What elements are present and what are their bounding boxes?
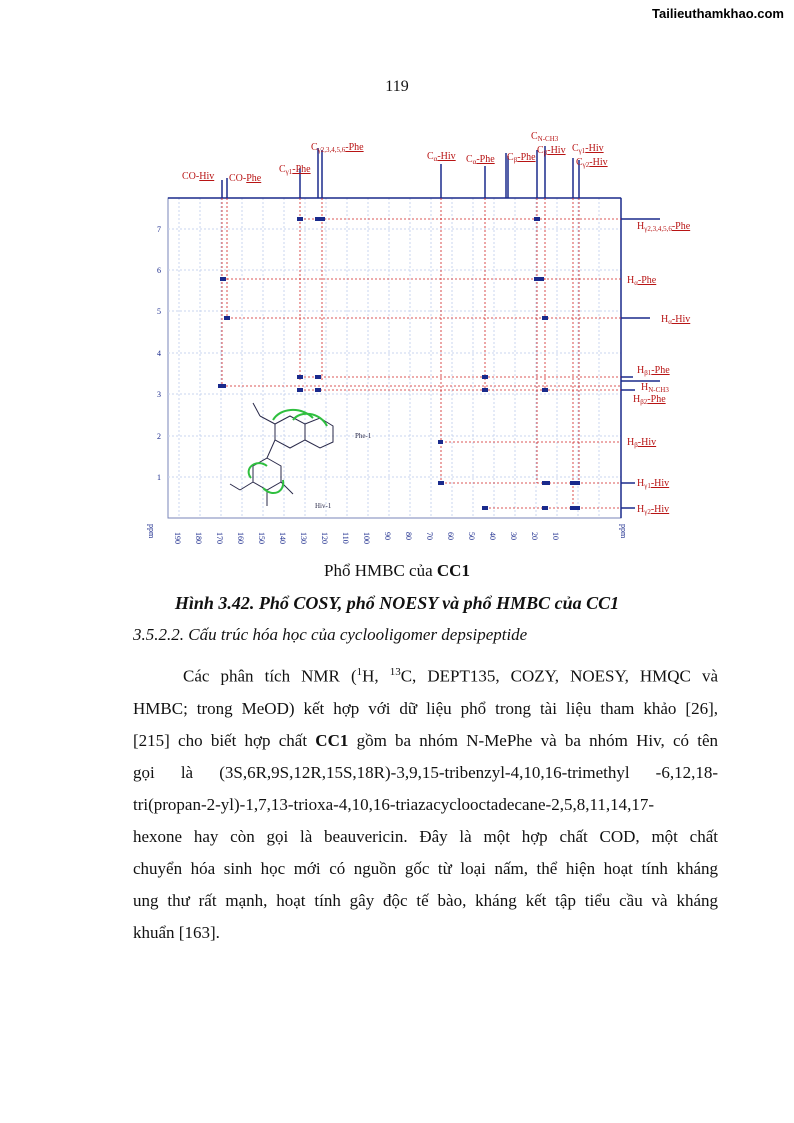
row-labels [627,221,691,516]
y-tick: 7 [157,225,161,234]
paragraph-line: [215] cho biết hợp chất CC1 gồm ba nhóm N-MePhe và ba nhóm Hiv, có tên [133,730,718,750]
x-tick: 20 [530,532,539,540]
column-label: $C_{\gamma 1}$-Phe [279,164,311,176]
section-heading: 3.5.2.2. Cấu trúc hóa học của cyclooligomer depsipeptide [133,625,528,644]
y-tick: 5 [157,307,161,316]
column-label: $C_\alpha$-Hiv [427,151,456,163]
spectrum-caption-prefix: Phổ HMBC của [324,561,437,580]
spectrum-caption-compound: CC1 [436,561,470,580]
row-label: $H_\alpha$-Phe [627,275,657,287]
row-label: $H_{\gamma 1}$-Hiv [637,478,670,490]
page-number: 119 [385,78,409,95]
x-tick: 50 [467,532,476,540]
x-axis-unit: ppm [619,524,628,539]
x-tick: 10 [551,532,560,540]
row-label: $H_{\beta 2}$-Phe [633,394,666,406]
column-label: $C_\beta$-Hiv [537,145,566,157]
paragraph-line: HMBC; trong MeOD) kết hợp với dữ liệu phổ trong tài liệu tham khảo [26], [133,698,718,718]
row-label: $H_\beta$-Hiv [627,437,657,449]
y-tick: 1 [157,473,161,482]
column-labels [182,131,608,184]
x-tick: 110 [341,532,350,544]
paragraph-line: hexone hay còn gọi là beauvericin. Đây là một hợp chất COD, một chất [133,826,718,846]
x-tick: 90 [383,532,392,540]
row-label: $H_{\gamma 2,3,4,5,6}$-Phe [637,221,691,233]
x-tick: 60 [446,532,455,540]
structure-label-phe: Phe-1 [355,432,372,440]
x-tick: 70 [425,532,434,540]
x-tick: 30 [509,532,518,540]
column-label: $C_\beta$-Phe [507,152,536,164]
x-tick: 100 [362,532,371,544]
x-tick: 80 [404,532,413,540]
x-tick: 170 [215,532,224,544]
structure-label-hiv: Hiv-1 [315,502,332,510]
row-label: $H_{\beta 1}$-Phe [637,365,670,377]
column-label: CO-Phe [229,173,262,184]
paragraph-line: chuyển hóa sinh học mới có nguồn gốc từ loại nấm, thể hiện hoạt tính kháng [133,858,718,878]
x-tick: 190 [173,532,182,544]
y-tick: 2 [157,432,161,441]
x-tick: 40 [488,532,497,540]
x-tick: 120 [320,532,329,544]
y-tick: 6 [157,266,161,275]
x-tick: 140 [278,532,287,544]
x-tick: 150 [257,532,266,544]
hmbc-spectrum-figure [147,128,691,548]
row-label: $H_\alpha$-Hiv [661,314,691,326]
y-axis-unit: ppm [147,524,156,539]
column-label: $C_{\gamma 1}$-Hiv [572,143,604,155]
column-label: $C_{N-CH3}$ [531,131,559,143]
paragraph-line: khuẩn [163]. [133,922,220,942]
figure-caption: Hình 3.42. Phổ COSY, phổ NOESY và phổ HMBC của CC1 [174,593,620,613]
proton-projection [621,198,660,518]
column-label: $C_{\gamma 2}$-Hiv [576,157,608,169]
paragraph-line: Các phân tích NMR ($^1$H, $^{13}$C, DEPT135, COZY, NOESY, HMQC và [183,666,718,686]
x-tick: 180 [194,532,203,544]
x-tick: 130 [299,532,308,544]
plot-area [168,198,621,518]
watermark: Tailieuthamkhao.com [652,6,784,21]
row-label: $H_{N-CH3}$ [641,382,669,394]
column-label: $C_\alpha$-Phe [466,154,495,166]
y-tick: 3 [157,390,161,399]
paragraph-line: gọi là (3S,6R,9S,12R,15S,18R)-3,9,15-tribenzyl-4,10,16-trimethyl -6,12,18- [133,762,718,782]
y-tick: 4 [157,349,161,358]
column-label: $C_{\gamma 2,3,4,5,6}$-Phe [311,142,364,154]
x-tick: 160 [236,532,245,544]
spectrum-caption [0,561,794,581]
column-label: CO-Hiv [182,171,215,182]
body-paragraph [133,656,718,949]
paragraph-line: ung thư rất mạnh, hoạt tính gây độc tế bào, kháng kết tập tiểu cầu và kháng [133,890,718,910]
paragraph-line: tri(propan-2-yl)-1,7,13-trioxa-4,10,16-triazacyclooctadecane-2,5,8,11,14,17- [133,794,654,814]
row-label: $H_{\gamma 2}$-Hiv [637,504,670,516]
y-axis [157,225,161,482]
x-axis [147,524,628,544]
